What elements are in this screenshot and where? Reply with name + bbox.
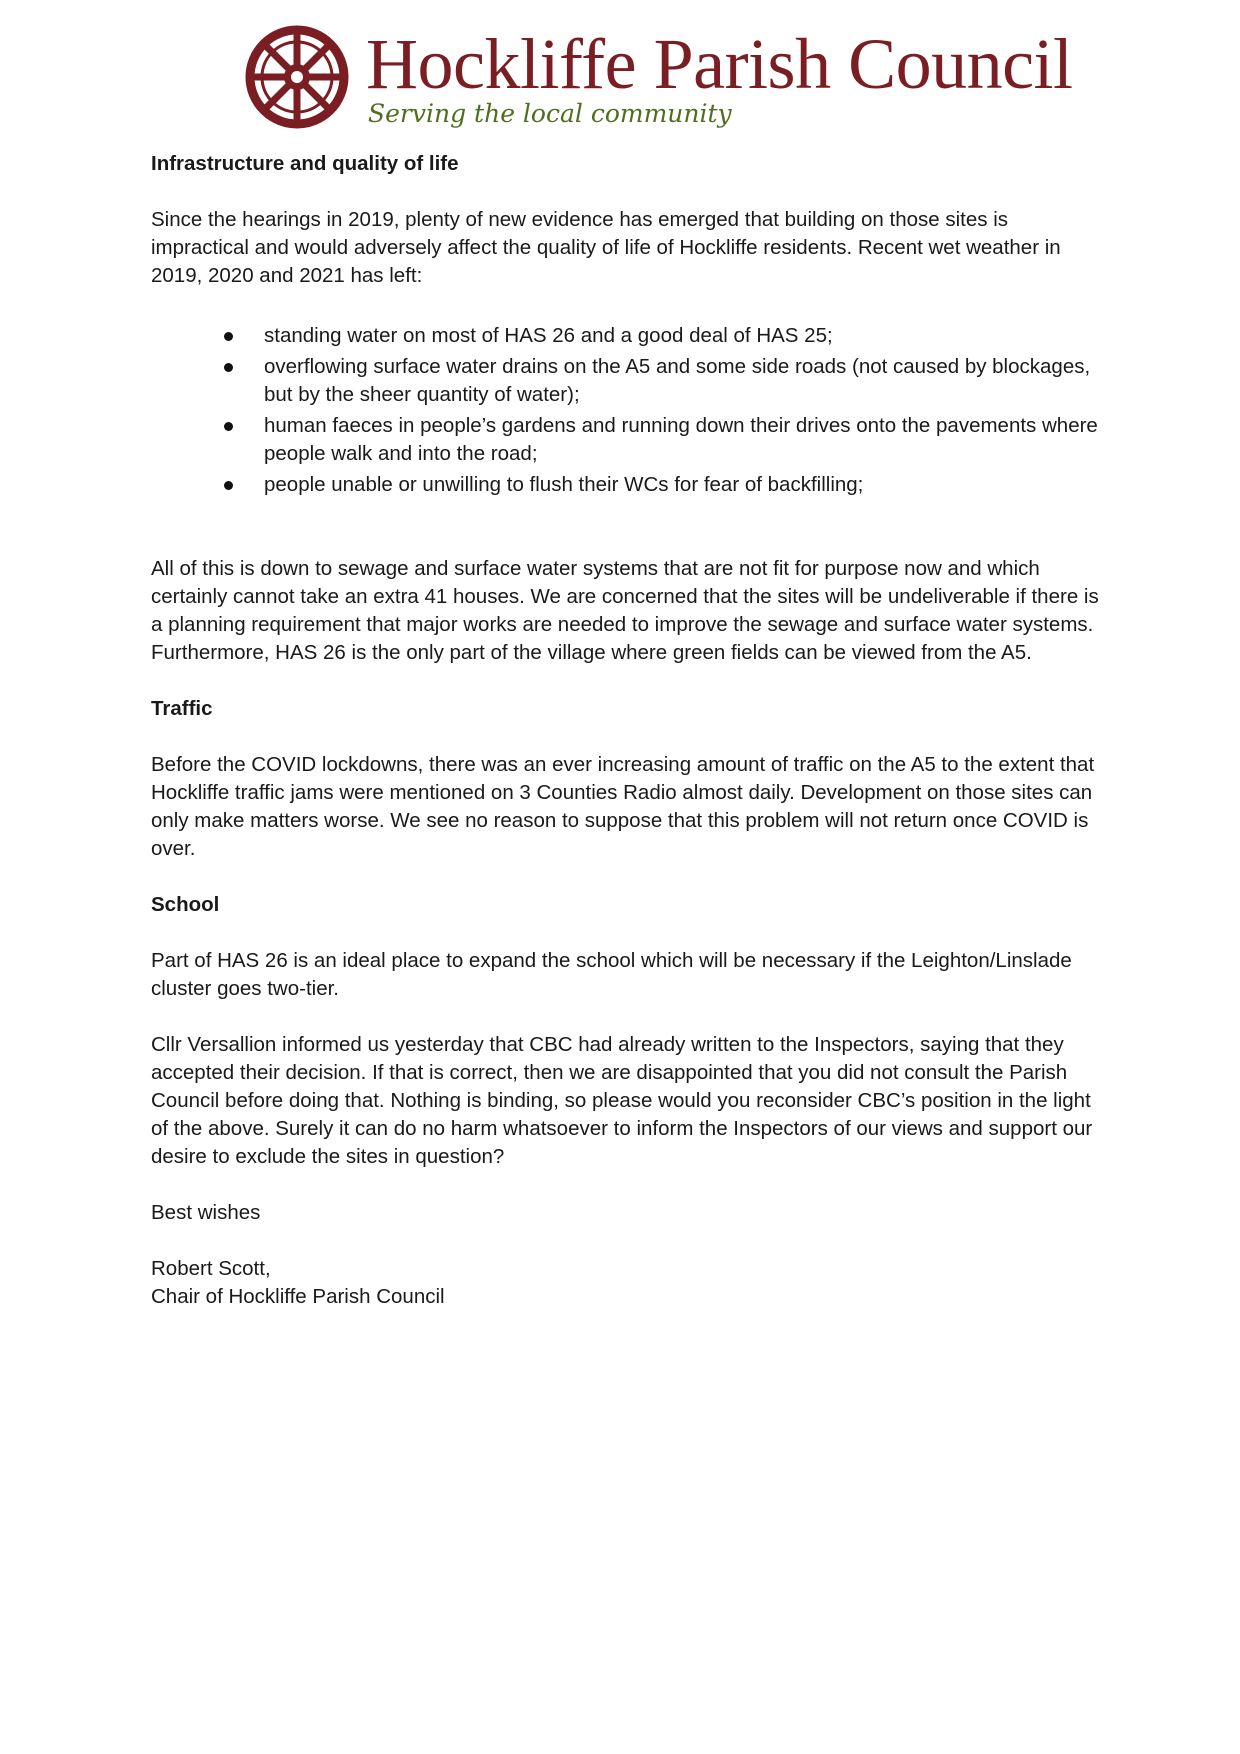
sign-off: Best wishes: [151, 1201, 261, 1224]
list-item: [151, 322, 1101, 350]
section-heading-school: School: [151, 893, 220, 916]
cartwheel-icon: [244, 24, 350, 130]
letterhead: [240, 20, 1073, 132]
closing-paragraph: Cllr Versallion informed us yesterday that CBC had already written to the Inspectors, saying that they accepted their decision. If that is correct, then we are disappointed that you did not consult the Parish Council before doing that. Nothing is binding, so please would you reconsider CBC’s position in the light of the above. Surely it can do no harm whatsoever to inform the Inspectors of our views and support our desire to exclude the sites in question?: [151, 1033, 1093, 1168]
traffic-paragraph: Before the COVID lockdowns, there was an ever increasing amount of traffic on the A5 to the extent that Hockliffe traffic jams were mentioned on 3 Counties Radio almost daily. Development on those sites can only make matters worse. We see no reason to suppose that this problem will not return once COVID is over.: [151, 753, 1095, 860]
list-item-text: people unable or unwilling to flush their WCs for fear of backfilling;: [264, 473, 864, 496]
infrastructure-intro: Since the hearings in 2019, plenty of new evidence has emerged that building on those sites is impractical and would adversely affect the quality of life of Hockliffe residents. Recent wet weather in 2019, 2020 and 2021 has left:: [151, 208, 1061, 287]
infrastructure-conclusion: All of this is down to sewage and surface water systems that are not fit for purpose now and which certainly cannot take an extra 41 houses. We are concerned that the sites will be undeliverable if there is a planning requirement that major works are needed to improve the sewage and surface water systems. Furthermore, HAS 26 is the only part of the village where green fields can be viewed from the A5.: [151, 557, 1099, 664]
section-heading-infrastructure: Infrastructure and quality of life: [151, 152, 459, 175]
list-item-text: human faeces in people’s gardens and running down their drives onto the pavements where people walk and into the road;: [264, 414, 1098, 465]
list-item-text: standing water on most of HAS 26 and a good deal of HAS 25;: [264, 324, 833, 347]
council-name: Hockliffe Parish Council: [366, 24, 1073, 104]
signatory-title: Chair of Hockliffe Parish Council: [151, 1285, 445, 1308]
school-paragraph: Part of HAS 26 is an ideal place to expand the school which will be necessary if the Leighton/Linslade cluster goes two-tier.: [151, 949, 1072, 1000]
list-item-text: overflowing surface water drains on the A5 and some side roads (not caused by blockages, but by the sheer quantity of water);: [264, 355, 1091, 406]
list-item: [151, 353, 1101, 409]
signatory-name: Robert Scott,: [151, 1257, 271, 1280]
bullet-icon: [224, 481, 233, 490]
letter-body: [151, 150, 1101, 1311]
bullet-icon: [224, 332, 233, 341]
list-item: [151, 471, 1101, 499]
bullet-icon: [224, 363, 233, 372]
impact-list: [151, 322, 1101, 499]
council-motto: Serving the local community: [368, 99, 732, 128]
section-heading-traffic: Traffic: [151, 697, 213, 720]
bullet-icon: [224, 422, 233, 431]
list-item: [151, 412, 1101, 468]
